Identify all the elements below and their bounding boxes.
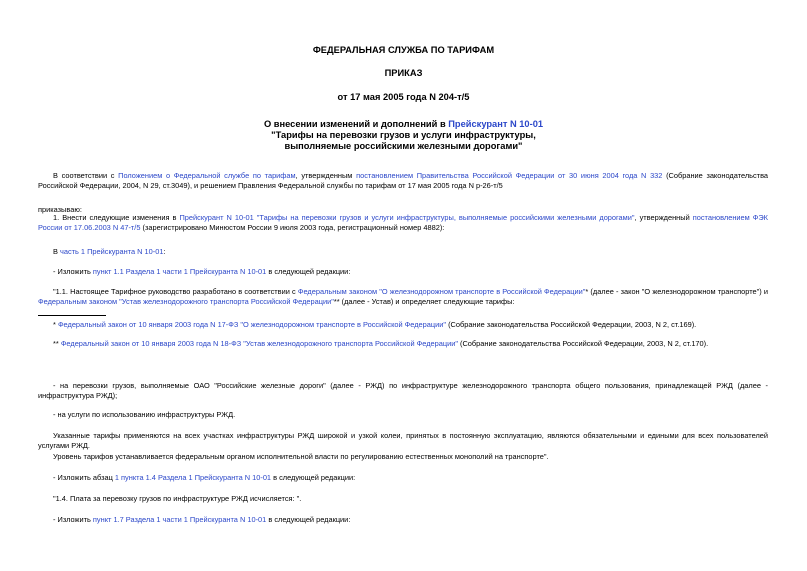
doc-type-heading: ПРИКАЗ	[384, 68, 423, 78]
text: В соответствии с	[53, 171, 119, 180]
railway-law-link[interactable]: Федеральным законом "О железнодорожном транспорте в Российской Федерации"	[297, 287, 586, 296]
agency-heading: ФЕДЕРАЛЬНАЯ СЛУЖБА ПО ТАРИФАМ	[312, 45, 495, 55]
text: в следующей редакции:	[266, 515, 351, 524]
text: *	[53, 320, 58, 329]
preamble-paragraph	[38, 171, 768, 191]
text: (Собрание законодательства Российской Федерации, 2003, N 2, ст.169).	[446, 320, 697, 329]
railway-charter-link[interactable]: Федеральным законом "Устав железнодорожного транспорта Российской Федерации"	[38, 297, 334, 306]
clause-1-7-link[interactable]: пункт 1.7 Раздела 1 части 1 Прейскуранта N 10-01	[92, 515, 267, 524]
text: - Изложить	[53, 267, 93, 276]
text: , утвержденный	[634, 213, 693, 222]
text: (зарегистрировано Минюстом России 9 июля 2003 года, регистрационный номер 4882):	[140, 223, 445, 232]
clause-1-1-link[interactable]: пункт 1.1 Раздела 1 части 1 Прейскуранта N 10-01	[92, 267, 267, 276]
clause-1-4-paragraph	[38, 473, 768, 483]
text: - Изложить абзац	[53, 473, 115, 482]
fek-decree-link[interactable]: постановлением ФЭК России от 17.06.2003 N 47-т/5	[38, 213, 768, 232]
tariffs-application-paragraph: Указанные тарифы применяются на всех участках инфраструктуры РЖД широкой и узкой колеи, принятых в постоянную эксплуатацию, являются обязательными и едиными для всех пользователей услугами РЖД.	[38, 431, 768, 450]
clause-1-1-text	[38, 287, 768, 307]
text: В	[53, 247, 60, 256]
regulation-fst-link[interactable]: Положением о Федеральной службе по тарифам	[118, 171, 296, 180]
title-pricelist-link[interactable]: Прейскурант N 10-01	[448, 119, 544, 129]
clause-1-1-paragraph	[38, 267, 768, 277]
title-prefix: О внесении изменений и дополнений в	[263, 119, 449, 129]
clause-1-4-link[interactable]: 1 пункта 1.4 Раздела 1 Прейскуранта N 10-01	[114, 473, 272, 482]
text: :	[163, 247, 166, 256]
document-title	[0, 119, 807, 152]
text: **	[53, 339, 61, 348]
text: 1. Внести следующие изменения в	[53, 213, 180, 222]
item-1-paragraph	[38, 213, 768, 233]
clause-1-7-paragraph	[38, 515, 768, 525]
prikazyvayu-text: приказываю:	[38, 205, 82, 214]
text: (Собрание законодательства Российской Федерации, 2004, N 29, ст.3049), и решением Правления Федеральной службы по тарифам от 17 мая 2005 года N р-26-т/5	[38, 171, 769, 190]
part-1-link[interactable]: часть 1 Прейскуранта N 10-01	[59, 247, 164, 256]
text: (Собрание законодательства Российской Федерации, 2003, N 2, ст.170).	[457, 339, 709, 348]
title-line-3: выполняемые российскими железными дорогами"	[284, 141, 523, 151]
text: , утвержденным	[295, 171, 357, 180]
tariff-level-paragraph: Уровень тарифов устанавливается федеральным органом исполнительной власти по регулированию естественных монополий на транспорте".	[53, 452, 549, 461]
footnote-1	[38, 320, 768, 330]
clause-1-4-text: "1.4. Плата за перевозку грузов по инфраструктуре РЖД исчисляется: ".	[53, 494, 302, 503]
title-line-2: "Тарифы на перевозки грузов и услуги инфраструктуры,	[271, 130, 536, 140]
footnote-2	[38, 339, 768, 349]
pricelist-10-01-link[interactable]: Прейскурант N 10-01 "Тарифы на перевозки грузов и услуги инфраструктуры, выполняемые российскими железными дорогами"	[179, 213, 635, 222]
freight-tariff-item: - на перевозки грузов, выполняемые ОАО "Российские железные дороги" (далее - РЖД) по инфраструктуре железнодорожного транспорта общего пользования, принадлежащей РЖД (далее - инфраструктура РЖД);	[38, 381, 768, 400]
part-1-paragraph	[38, 247, 768, 257]
footnote-2-law-link[interactable]: Федеральный закон от 10 января 2003 года N 18-ФЗ "Устав железнодорожного транспорта Российской Федерации"	[60, 339, 458, 348]
footnote-1-law-link[interactable]: Федеральный закон от 10 января 2003 года N 17-ФЗ "О железнодорожном транспорте в Российской Федерации"	[57, 320, 447, 329]
text: в следующей редакции:	[271, 473, 356, 482]
text: - Изложить	[53, 515, 93, 524]
text: в следующей редакции:	[266, 267, 351, 276]
infrastructure-services-item: - на услуги по использованию инфраструктуры РЖД.	[53, 410, 236, 419]
government-decree-link[interactable]: постановлением Правительства Российской Федерации от 30 июня 2004 года N 332	[356, 171, 663, 180]
date-number-heading: от 17 мая 2005 года N 204-т/5	[337, 92, 470, 102]
text: * (далее - закон "О железнодорожном транспорте") и	[585, 287, 768, 296]
title-line-1	[0, 119, 807, 130]
text: ** (далее - Устав) и определяет следующие тарифы:	[333, 297, 515, 306]
text: "1.1. Настоящее Тарифное руководство разработано в соответствии с	[53, 287, 298, 296]
footnote-separator	[38, 315, 106, 316]
